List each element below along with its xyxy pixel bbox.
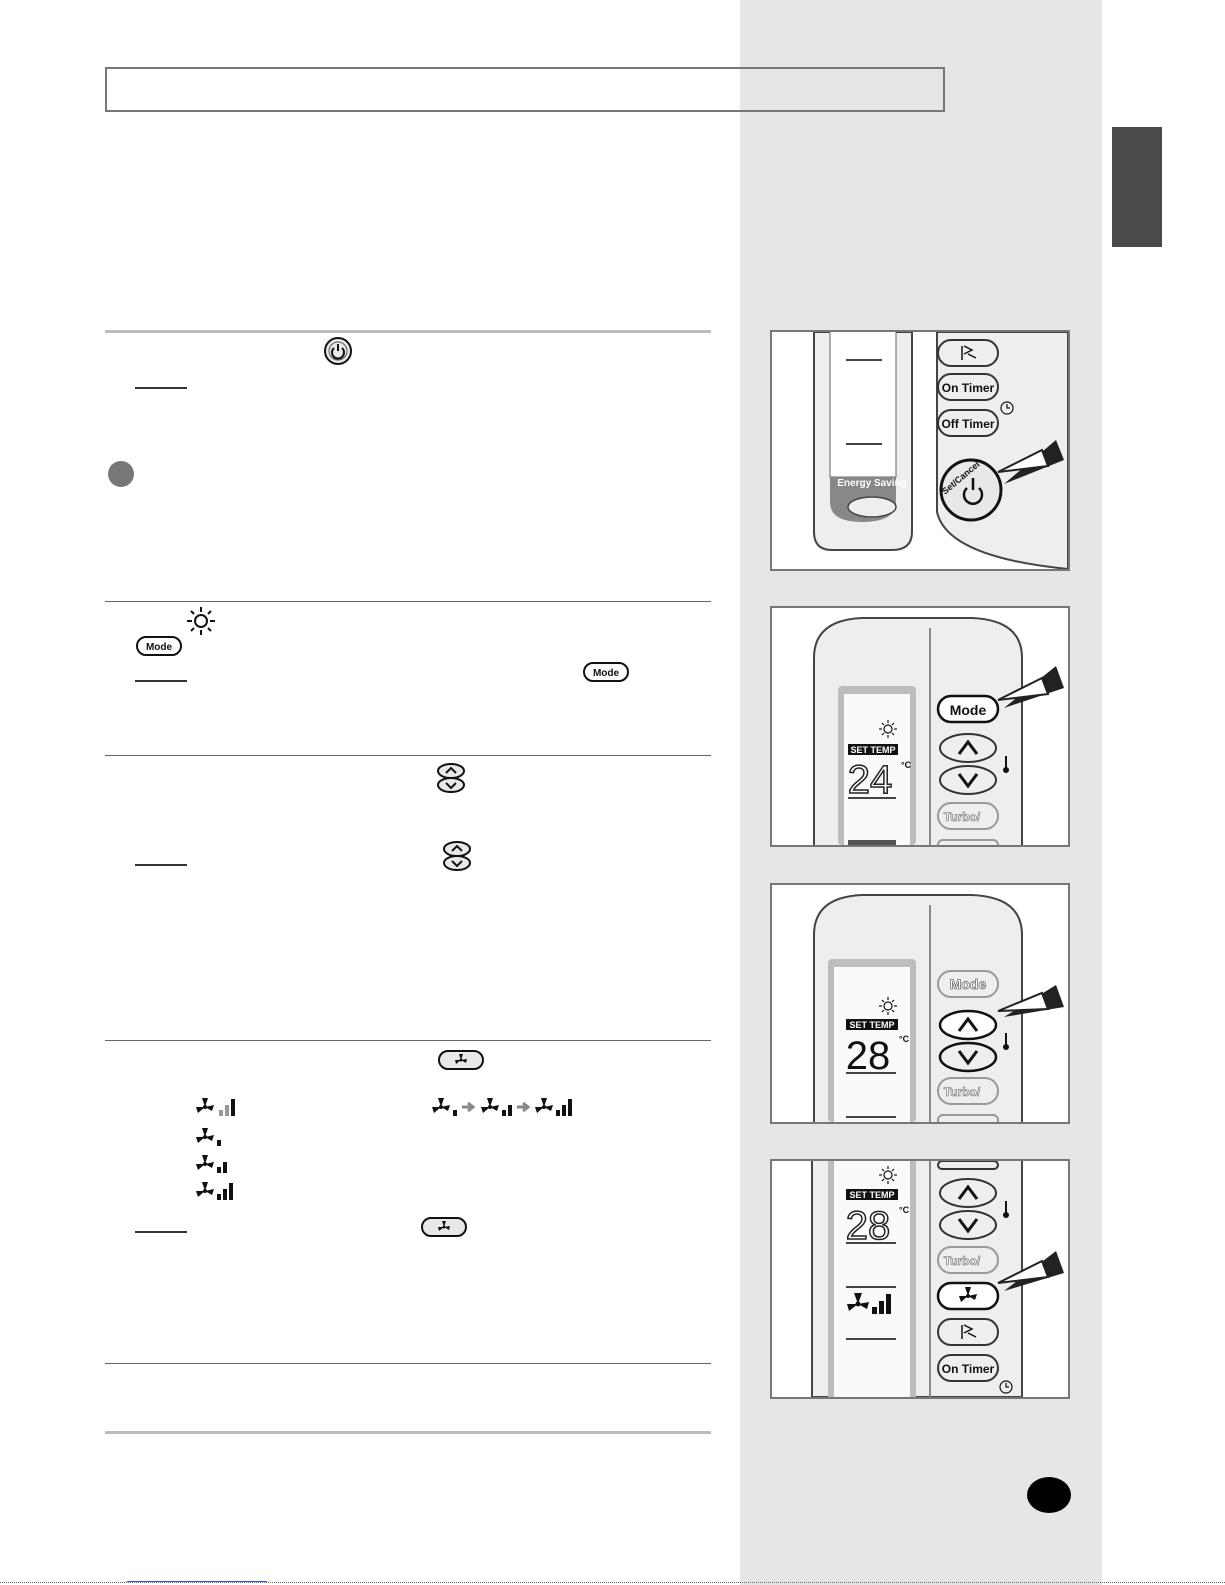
set-temp-label: SET TEMP — [849, 1190, 895, 1200]
figure-mode — [770, 606, 1070, 847]
footer-link-underline — [127, 1581, 267, 1582]
temperature-up-down-icon — [435, 762, 467, 794]
heat-mode-sun-icon — [186, 606, 216, 636]
fan-speed-cycle-icon — [430, 1096, 580, 1118]
set-temp-label: SET TEMP — [849, 1020, 895, 1030]
remote-illustration — [772, 885, 1068, 1122]
energy-saving-label: Energy Saving — [837, 478, 907, 489]
lcd-temperature: 28 — [845, 1204, 891, 1248]
turbo-button: Turbo/ — [943, 810, 981, 824]
mode-button: Mode — [949, 976, 987, 992]
fan-low-icon — [194, 1126, 242, 1148]
turbo-button: Turbo/ — [943, 1254, 981, 1268]
fan-speed-button-icon — [437, 1048, 485, 1072]
fan-auto-icon — [194, 1096, 242, 1118]
section-divider — [105, 601, 711, 602]
set-cancel-button-icon — [323, 336, 353, 366]
remote-illustration — [772, 608, 1068, 845]
on-timer-button: On Timer — [941, 1362, 995, 1376]
off-timer-button: Off Timer — [941, 417, 995, 431]
remote-illustration — [772, 332, 1068, 569]
page-trim-line — [0, 1582, 1225, 1583]
result-underline — [135, 387, 187, 389]
chapter-tab — [1112, 127, 1162, 247]
page-number-badge — [1027, 1477, 1071, 1513]
section-divider — [105, 1363, 711, 1364]
section-divider — [105, 330, 711, 333]
remote-illustration — [772, 1161, 1068, 1397]
fan-medium-icon — [194, 1153, 242, 1175]
section-divider — [105, 1040, 711, 1041]
section-title-box — [105, 67, 945, 112]
figure-fan-speed — [770, 1159, 1070, 1399]
section-divider — [105, 755, 711, 756]
lcd-temperature: 24 — [847, 758, 893, 802]
figure-set-cancel — [770, 330, 1070, 571]
lcd-temperature: 28 — [845, 1034, 891, 1078]
fan-high-icon — [194, 1180, 242, 1202]
mode-button-icon — [135, 634, 183, 658]
svg-text:Mode: Mode — [592, 668, 620, 679]
mode-button: Mode — [949, 702, 987, 718]
svg-text:Mode: Mode — [145, 642, 173, 653]
on-timer-button: On Timer — [941, 381, 995, 395]
temperature-up-down-icon — [441, 840, 473, 872]
turbo-button: Turbo/ — [943, 1085, 981, 1099]
result-underline — [135, 1231, 187, 1233]
note-bullet — [108, 461, 134, 487]
unit-label: °C — [901, 760, 912, 770]
unit-label: °C — [899, 1205, 910, 1215]
set-temp-label: SET TEMP — [850, 745, 896, 755]
mode-button-icon — [582, 660, 630, 684]
unit-label: °C — [899, 1034, 910, 1044]
result-underline — [135, 680, 187, 682]
set-cancel-button: Set/Cancel — [939, 459, 982, 497]
section-divider — [105, 1431, 711, 1434]
fan-speed-button-icon — [420, 1215, 468, 1239]
figure-temperature — [770, 883, 1070, 1124]
result-underline — [135, 864, 187, 866]
